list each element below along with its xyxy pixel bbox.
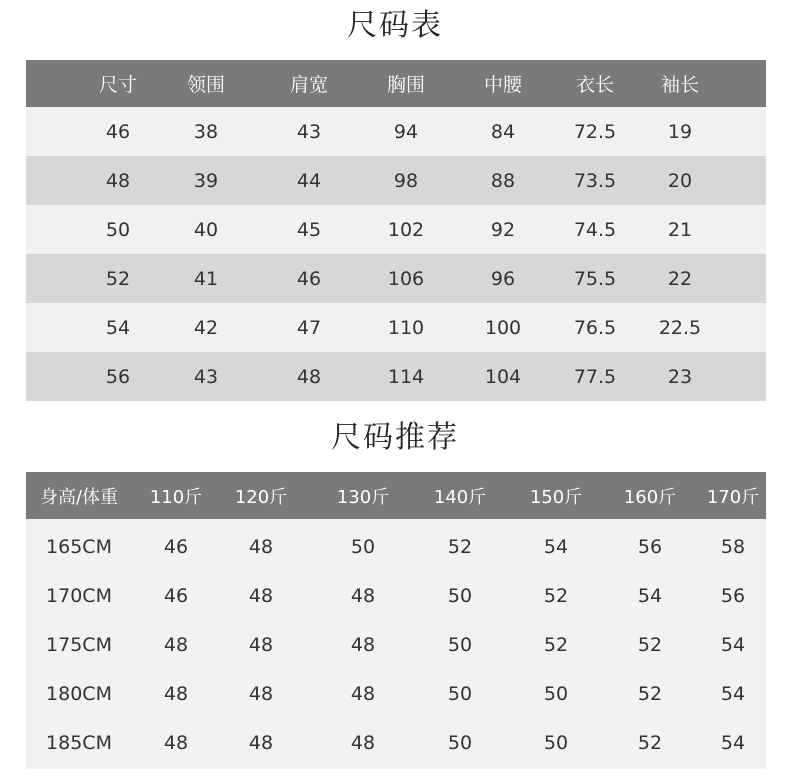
size-chart-cell: 114 (387, 365, 425, 388)
size-chart-cell: 106 (387, 267, 425, 290)
size-chart-cell: 45 (296, 218, 322, 241)
size-chart-title: 尺码表 (347, 8, 443, 43)
recommendation-size-cell: 54 (720, 682, 746, 705)
size-chart-cell: 48 (296, 365, 322, 388)
size-chart-row (26, 303, 766, 352)
size-chart-table (26, 60, 766, 401)
recommendation-size-cell: 48 (248, 584, 274, 607)
recommendation-size-cell: 52 (447, 535, 473, 558)
size-chart-cell: 76.5 (573, 316, 617, 339)
size-chart-cell: 48 (105, 169, 131, 192)
recommendation-size-cell: 54 (637, 584, 663, 607)
recommendation-size-cell: 50 (350, 535, 376, 558)
size-chart-cell: 23 (667, 365, 693, 388)
size-chart-cell: 52 (105, 267, 131, 290)
size-chart-cell: 77.5 (573, 365, 617, 388)
size-chart-cell: 50 (105, 218, 131, 241)
size-chart-cell: 42 (193, 316, 219, 339)
size-chart-row (26, 352, 766, 401)
recommendation-size-cell: 50 (447, 584, 473, 607)
recommendation-size-cell: 48 (350, 731, 376, 754)
recommendation-row (26, 620, 766, 669)
recommendation-size-cell: 52 (543, 633, 569, 656)
recommendation-header-cell: 140斤 (433, 486, 487, 508)
recommendation-header-row (26, 472, 766, 519)
recommendation-size-cell: 48 (350, 584, 376, 607)
recommendation-row (26, 571, 766, 620)
size-chart-cell: 40 (193, 218, 219, 241)
recommendation-size-cell: 48 (350, 633, 376, 656)
size-chart-row (26, 156, 766, 205)
recommendation-row (26, 669, 766, 718)
size-chart-cell: 104 (484, 365, 522, 388)
recommendation-size-cell: 54 (720, 731, 746, 754)
recommendation-size-cell: 56 (637, 535, 663, 558)
size-chart-header-cell: 袖长 (660, 74, 699, 96)
size-chart-cell: 56 (105, 365, 131, 388)
size-chart-cell: 46 (105, 120, 131, 143)
recommendation-size-cell: 50 (543, 731, 569, 754)
recommendation-size-cell: 50 (543, 682, 569, 705)
recommendation-header-cell: 120斤 (234, 486, 288, 508)
size-chart-cell: 41 (193, 267, 219, 290)
size-chart-cell: 96 (490, 267, 516, 290)
size-chart-cell: 88 (490, 169, 516, 192)
recommendation-header-cell: 130斤 (336, 486, 390, 508)
recommendation-size-cell: 48 (248, 633, 274, 656)
size-chart-header-cell: 胸围 (386, 74, 425, 96)
size-chart-cell: 22 (667, 267, 693, 290)
recommendation-size-cell: 54 (543, 535, 569, 558)
size-chart-header-cell: 中腰 (483, 74, 522, 96)
recommendation-row (26, 718, 766, 767)
recommendation-size-cell: 58 (720, 535, 746, 558)
recommendation-header-cell: 160斤 (623, 486, 677, 508)
recommendation-header-cell: 身高/体重 (39, 486, 119, 508)
recommendation-height-cell: 165CM (46, 535, 112, 558)
recommendation-size-cell: 48 (248, 731, 274, 754)
size-chart-cell: 100 (484, 316, 522, 339)
size-chart-cell: 73.5 (573, 169, 617, 192)
size-recommendation-title: 尺码推荐 (331, 420, 459, 455)
size-chart-cell: 44 (296, 169, 322, 192)
recommendation-size-cell: 50 (447, 682, 473, 705)
size-chart-cell: 47 (296, 316, 322, 339)
recommendation-header-cell: 110斤 (149, 486, 203, 508)
size-chart-header-cell: 尺寸 (98, 74, 137, 96)
size-chart-row (26, 107, 766, 156)
size-chart-cell: 39 (193, 169, 219, 192)
size-chart-cell: 74.5 (573, 218, 617, 241)
size-chart-cell: 75.5 (573, 267, 617, 290)
size-chart-cell: 46 (296, 267, 322, 290)
recommendation-size-cell: 52 (637, 731, 663, 754)
size-chart-cell: 92 (490, 218, 516, 241)
recommendation-header-cell: 150斤 (529, 486, 583, 508)
recommendation-body (26, 519, 766, 769)
size-chart-cell: 43 (193, 365, 219, 388)
size-chart-cell: 98 (393, 169, 419, 192)
recommendation-height-cell: 180CM (46, 682, 112, 705)
recommendation-height-cell: 175CM (46, 633, 112, 656)
size-chart-header-cell: 领围 (186, 74, 225, 96)
size-chart-row (26, 254, 766, 303)
recommendation-size-cell: 48 (350, 682, 376, 705)
size-chart-body (26, 107, 766, 401)
size-chart-cell: 84 (490, 120, 516, 143)
size-chart-cell: 22.5 (658, 316, 702, 339)
size-chart-cell: 21 (667, 218, 693, 241)
recommendation-height-cell: 170CM (46, 584, 112, 607)
recommendation-size-cell: 48 (163, 731, 189, 754)
recommendation-size-cell: 56 (720, 584, 746, 607)
recommendation-size-cell: 54 (720, 633, 746, 656)
recommendation-height-cell: 185CM (46, 731, 112, 754)
size-chart-cell: 20 (667, 169, 693, 192)
recommendation-size-cell: 48 (248, 682, 274, 705)
recommendation-size-cell: 46 (163, 535, 189, 558)
recommendation-size-cell: 50 (447, 633, 473, 656)
size-chart-cell: 110 (387, 316, 425, 339)
size-chart-cell: 19 (667, 120, 693, 143)
recommendation-header-cell: 170斤 (706, 486, 760, 508)
recommendation-size-cell: 46 (163, 584, 189, 607)
size-chart-cell: 72.5 (573, 120, 617, 143)
recommendation-size-cell: 48 (163, 682, 189, 705)
recommendation-size-cell: 52 (543, 584, 569, 607)
size-recommendation-table (26, 472, 766, 769)
size-chart-cell: 38 (193, 120, 219, 143)
recommendation-row (26, 522, 766, 571)
recommendation-size-cell: 50 (447, 731, 473, 754)
size-chart-row (26, 205, 766, 254)
size-chart-header-row (26, 60, 766, 107)
recommendation-size-cell: 52 (637, 682, 663, 705)
size-chart-cell: 43 (296, 120, 322, 143)
size-chart-header-cell: 肩宽 (289, 74, 328, 96)
recommendation-size-cell: 48 (163, 633, 189, 656)
size-chart-header-cell: 衣长 (575, 74, 614, 96)
size-chart-cell: 94 (393, 120, 419, 143)
recommendation-size-cell: 52 (637, 633, 663, 656)
recommendation-size-cell: 48 (248, 535, 274, 558)
size-chart-cell: 54 (105, 316, 131, 339)
size-chart-cell: 102 (387, 218, 425, 241)
